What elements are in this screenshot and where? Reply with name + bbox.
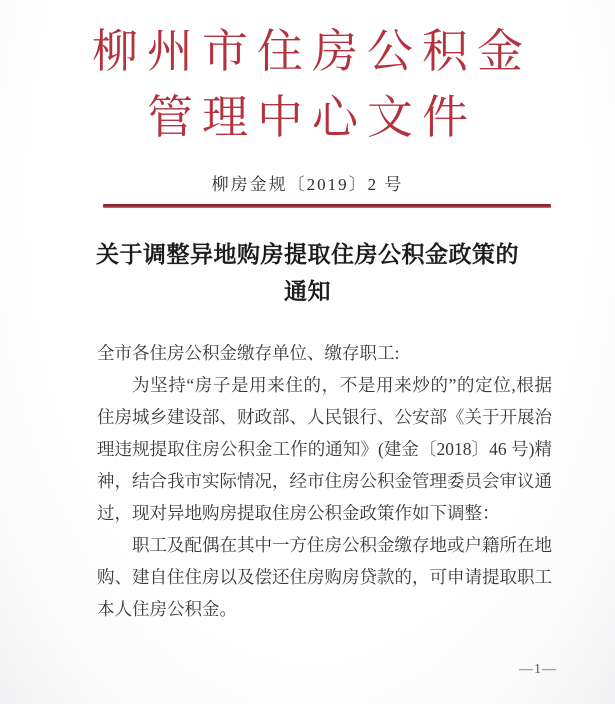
body-paragraph: 职工及配偶在其中一方住房公积金缴存地或户籍所在地购、建自住住房以及偿还住房购房贷款的，可申请提取职工本人住房公积金。: [97, 535, 552, 619]
document-body: [97, 337, 552, 625]
body-paragraph: 为坚持“房子是用来住的，不是用来炒的”的定位,根据住房城乡建设部、财政部、人民银行、公安部《关于开展治理违规提取住房公积金工作的通知》(建金〔2018〕46 号)精神，结合我市实际情况，经市住房公积金管理委员会审议通过，现对异地购房提取住房公积金政策作如下调整：: [97, 375, 552, 523]
document-title-line-1: 关于调整异地购房提取住房公积金政策的: [96, 242, 519, 267]
header-divider-rule: [103, 204, 551, 208]
document-title: [30, 236, 585, 310]
issuing-org-header: [0, 0, 615, 144]
page-number: —1—: [519, 662, 557, 677]
salutation-line: 全市各住房公积金缴存单位、缴存职工:: [97, 343, 400, 363]
document-title-line-2: 通知: [284, 279, 331, 304]
org-name-line-1: 柳州市住房公积金: [92, 26, 532, 77]
org-name-line-2: 管理中心文件: [147, 92, 477, 143]
document-reference-number: 柳房金规〔2019〕2 号: [211, 175, 404, 194]
